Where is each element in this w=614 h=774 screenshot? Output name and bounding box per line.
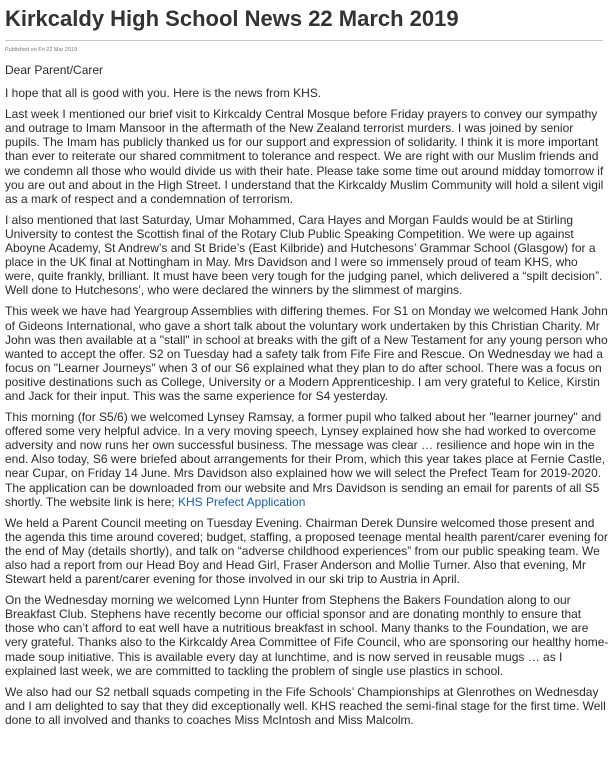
news-article (5, 0, 609, 734)
paragraph-s5-s6 (5, 410, 609, 509)
paragraph-intro: I hope that all is good with you. Here is the news from KHS. (5, 86, 322, 101)
page-title: Kirkcaldy High School News 22 March 2019 (5, 6, 459, 31)
title-divider (5, 40, 603, 41)
paragraph-s5-s6-text: This morning (for S5/6) we welcomed Lynsey Ramsay, a former pupil who talked about her "learner journey" and offered some very helpful advice. In a very moving speech, Lynsey explained how she had worked to overcome adversity and now runs her own successful business. The message was clear … resilience and hope win in the end. Also today, S6 were briefed about arrangements for their Prom, which this year takes place at Fernie Castle, near Cupar, on Friday 14 June. Mrs Davidson also explained how we will select the Prefect Team for 2019-2020. The application can be downloaded from our website and Mrs Davidson is sending an email for parents of all S5 shortly. The website link is here; (5, 410, 606, 509)
greeting: Dear Parent/Carer (5, 63, 104, 77)
paragraph-breakfast-club: On the Wednesday morning we welcomed Lynn Hunter from Stephens the Bakers Foundation along to our Breakfast Club. Stephens have recently become our official sponsor and are donating monthly to ensure that those who can’t afford to eat well have a nutritious breakfast in school. Many thanks to the Foundation, we are very grateful. Thanks also to the Kirkcaldy Area Committee of Fife Council, who are sponsoring our healthy home-made soup initiative. This is available every day at lunchtime, and is now served in reusable mugs … as I explained last week, we are committed to tackling the problem of single use plastics in school. (5, 593, 609, 678)
paragraph-public-speaking: I also mentioned that last Saturday, Umar Mohammed, Cara Hayes and Morgan Faulds would be at Stirling University to contest the Scottish final of the Rotary Club Public Speaking Competition. We were up against Aboyne Academy, St Andrew’s and St Bride’s (East Kilbride) and Hutchesons’ Grammar School (Glasgow) for a place in the UK final at Nottingham in May. Mrs Davidson and I were so immensely proud of team KHS, who were, quite frankly, brilliant. It must have been very tough for the judging panel, which delivered a “spilt decision”. Well done to Hutchesons’, who were declared the winners by the slimmest of margins. (5, 212, 603, 298)
paragraph-netball: We also had our S2 netball squads competing in the Fife Schools’ Championships at Glenrothes on Wednesday and I am delighted to say that they did exceptionally well. KHS reached the semi-final stage for the first time. Well done to all involved and thanks to coaches Miss McIntosh and Miss Malcolm. (5, 684, 606, 727)
prefect-application-link[interactable]: KHS Prefect Application (177, 494, 306, 509)
paragraph-mosque: Last week I mentioned our brief visit to Kirkcaldy Central Mosque before Friday prayers to convey our sympathy and outrage to Imam Mansoor in the aftermath of the New Zealand terrorist murders. I was joined by senior pupils. The Imam has publicly thanked us for our support and expression of solidarity. I think it is more important than ever to reiterate our shared commitment to tolerance and respect. We are right with our Muslim friends and we condemn all those who would divide us with their hate. Please take some time out around midday tomorrow if you are out and about in the High Street. I understand that the Kirkcaldy Muslim Community will hold a silent vigil as a mark of respect and a condemnation of terrorism. (5, 107, 604, 206)
published-date: Published on Fri 22 Mar 2019 (5, 47, 78, 53)
article-body (5, 63, 609, 727)
paragraph-assemblies: This week we have had Yeargroup Assemblies with differing themes. For S1 on Monday we welcomed Hank John of Gideons International, who gave a short talk about the voluntary work undertaken by this Christian Charity. Mr John was then available at a "stall" in school at breaks with the gift of a New Testament for any young person who wanted to accept the offer. S2 on Tuesday had a safety talk from Fife Fire and Rescue. On Wednesday we had a focus on "Learner Journeys" when 3 of our S6 explained what they plan to do after school. There was a focus on positive destinations such as College, University or a Modern Apprenticeship. I am very grateful to Kelice, Kirstin and Jack for their input. This was the same experience for S4 yesterday. (5, 304, 608, 403)
paragraph-parent-council: We held a Parent Council meeting on Tuesday Evening. Chairman Derek Dunsire welcomed those present and the agenda this time around covered; budget, staffing, a proposed teenage mental health parent/carer evening for the end of May (details shortly), and talk on “adverse childhood experiences” from our public speaking team. We also had a report from our Head Boy and Head Girl, Fraser Anderson and Mollie Turner. Also that evening, Mr Stewart held a parent/carer evening for those involved in our ski trip to Austria in April. (5, 515, 608, 587)
